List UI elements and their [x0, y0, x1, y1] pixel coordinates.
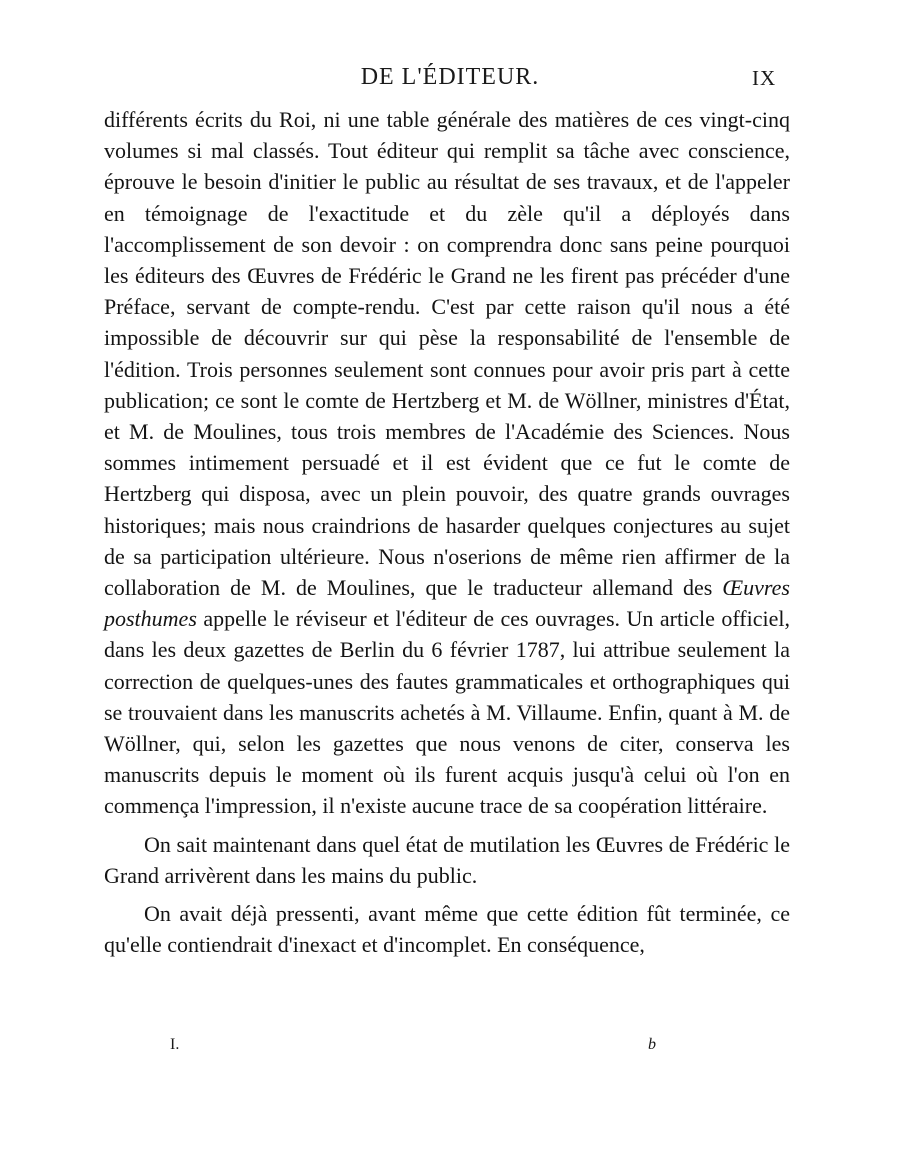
running-title: DE L'ÉDITEUR.: [360, 64, 540, 90]
paragraph-2: On sait maintenant dans quel état de mutilation les Œuvres de Frédéric le Grand arrivèrent dans les mains du public.: [104, 831, 790, 888]
signature-mark: I.: [170, 1036, 180, 1053]
paragraph-1-text-a: différents écrits du Roi, ni une table générale des matières de ces vingt-cinq volumes si mal classés. Tout éditeur qui remplit sa tâche avec conscience, éprouve le besoin d'initier le public au résultat de ses travaux, et de l'appeler en témoignage de l'exactitude et du zèle qu'il a déployés dans l'accomplissement de son devoir : on comprendra donc sans peine pourquoi les éditeurs des Œuvres de Frédéric le Grand ne les firent pas précéder d'une Préface, servant de compte-rendu. C'est par cette raison qu'il nous a été impossible de découvrir sur qui pèse la responsabilité de l'ensemble de l'édition. Trois personnes seulement sont connues pour avoir pris part à cette publication; ce sont le comte de Hertzberg et M. de Wöllner, ministres d'État, et M. de Moulines, tous trois membres de l'Académie des Sciences. Nous sommes intimement persuadé et il est évident que ce fut le comte de Hertzberg qui disposa, avec un plein pouvoir, des quatre grands ouvrages historiques; mais nous craindrions de hasarder quelques conjectures au sujet de sa participation ultérieure. Nous n'oserions de même rien affirmer de la collaboration de M. de Moulines, que le traducteur allemand des: [104, 107, 790, 601]
body-text: [104, 104, 790, 960]
paragraph-1-text-b: appelle le réviseur et l'éditeur de ces ouvrages. Un article officiel, dans les deux gazettes de Berlin du 6 février 1787, lui attribue seulement la correction de quelques-unes des fautes grammaticales et orthographiques qui se trouvaient dans les manuscrits achetés à M. Villaume. Enfin, quant à M. de Wöllner, qui, selon les gazettes que nous venons de citer, conserva les manuscrits depuis le moment où ils furent acquis jusqu'à celui où l'on en commença l'impression, il n'existe aucune trace de sa coopération littéraire.: [104, 606, 790, 819]
paragraph-1-italic-title: Œuvres posthumes: [104, 575, 790, 632]
sheet-mark: b: [648, 1036, 656, 1053]
paragraph-1: [104, 104, 790, 822]
paragraph-3: On avait déjà pressenti, avant même que cette édition fût terminée, ce qu'elle contiendrait d'inexact et d'incomplet. En conséquence,: [104, 901, 790, 958]
page-number: IX: [752, 66, 777, 90]
